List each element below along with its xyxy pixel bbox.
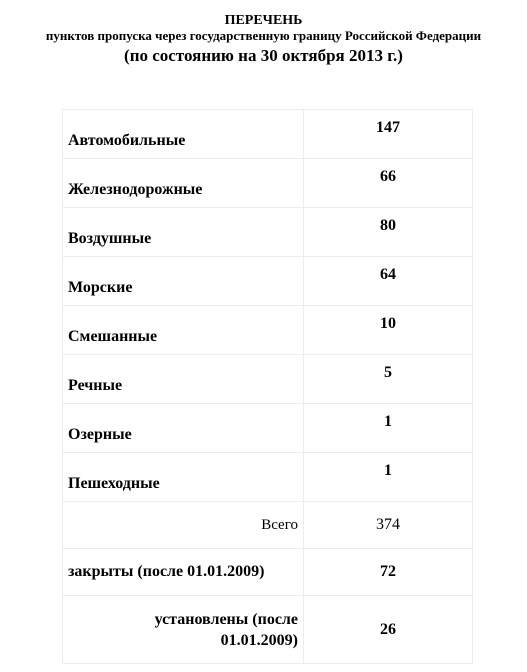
row-name: Железнодорожные (63, 159, 304, 208)
checkpoints-table (62, 109, 473, 664)
total-row (63, 502, 473, 549)
table-row (63, 355, 473, 404)
row-name: Воздушные (63, 208, 304, 257)
closed-row (63, 549, 473, 596)
table-row (63, 208, 473, 257)
row-value: 5 (304, 355, 473, 404)
row-value: 147 (304, 110, 473, 159)
row-value: 80 (304, 208, 473, 257)
row-name: Автомобильные (63, 110, 304, 159)
row-name: Озерные (63, 404, 304, 453)
table-row (63, 306, 473, 355)
document-date-line: (по состоянию на 30 октября 2013 г.) (124, 46, 403, 65)
table-row (63, 159, 473, 208)
row-name: Смешанные (63, 306, 304, 355)
row-name: Морские (63, 257, 304, 306)
closed-label: закрыты (после 01.01.2009) (63, 549, 304, 596)
established-row (63, 596, 473, 664)
table-row (63, 404, 473, 453)
row-value: 1 (304, 453, 473, 502)
total-label: Всего (63, 502, 304, 549)
row-value: 66 (304, 159, 473, 208)
table-row (63, 257, 473, 306)
row-name: Речные (63, 355, 304, 404)
established-value: 26 (304, 596, 473, 664)
row-value: 1 (304, 404, 473, 453)
row-value: 10 (304, 306, 473, 355)
established-label (63, 596, 304, 664)
row-name: Пешеходные (63, 453, 304, 502)
document-title: ПЕРЕЧЕНЬ (224, 13, 303, 28)
row-value: 64 (304, 257, 473, 306)
total-value: 374 (304, 502, 473, 549)
table-row (63, 110, 473, 159)
table-row (63, 453, 473, 502)
established-label-line1: установлены (после (154, 610, 298, 628)
closed-value: 72 (304, 549, 473, 596)
established-label-line2: 01.01.2009) (220, 631, 298, 649)
document-subtitle: пунктов пропуска через государственную границу Российской Федерации (45, 28, 482, 43)
